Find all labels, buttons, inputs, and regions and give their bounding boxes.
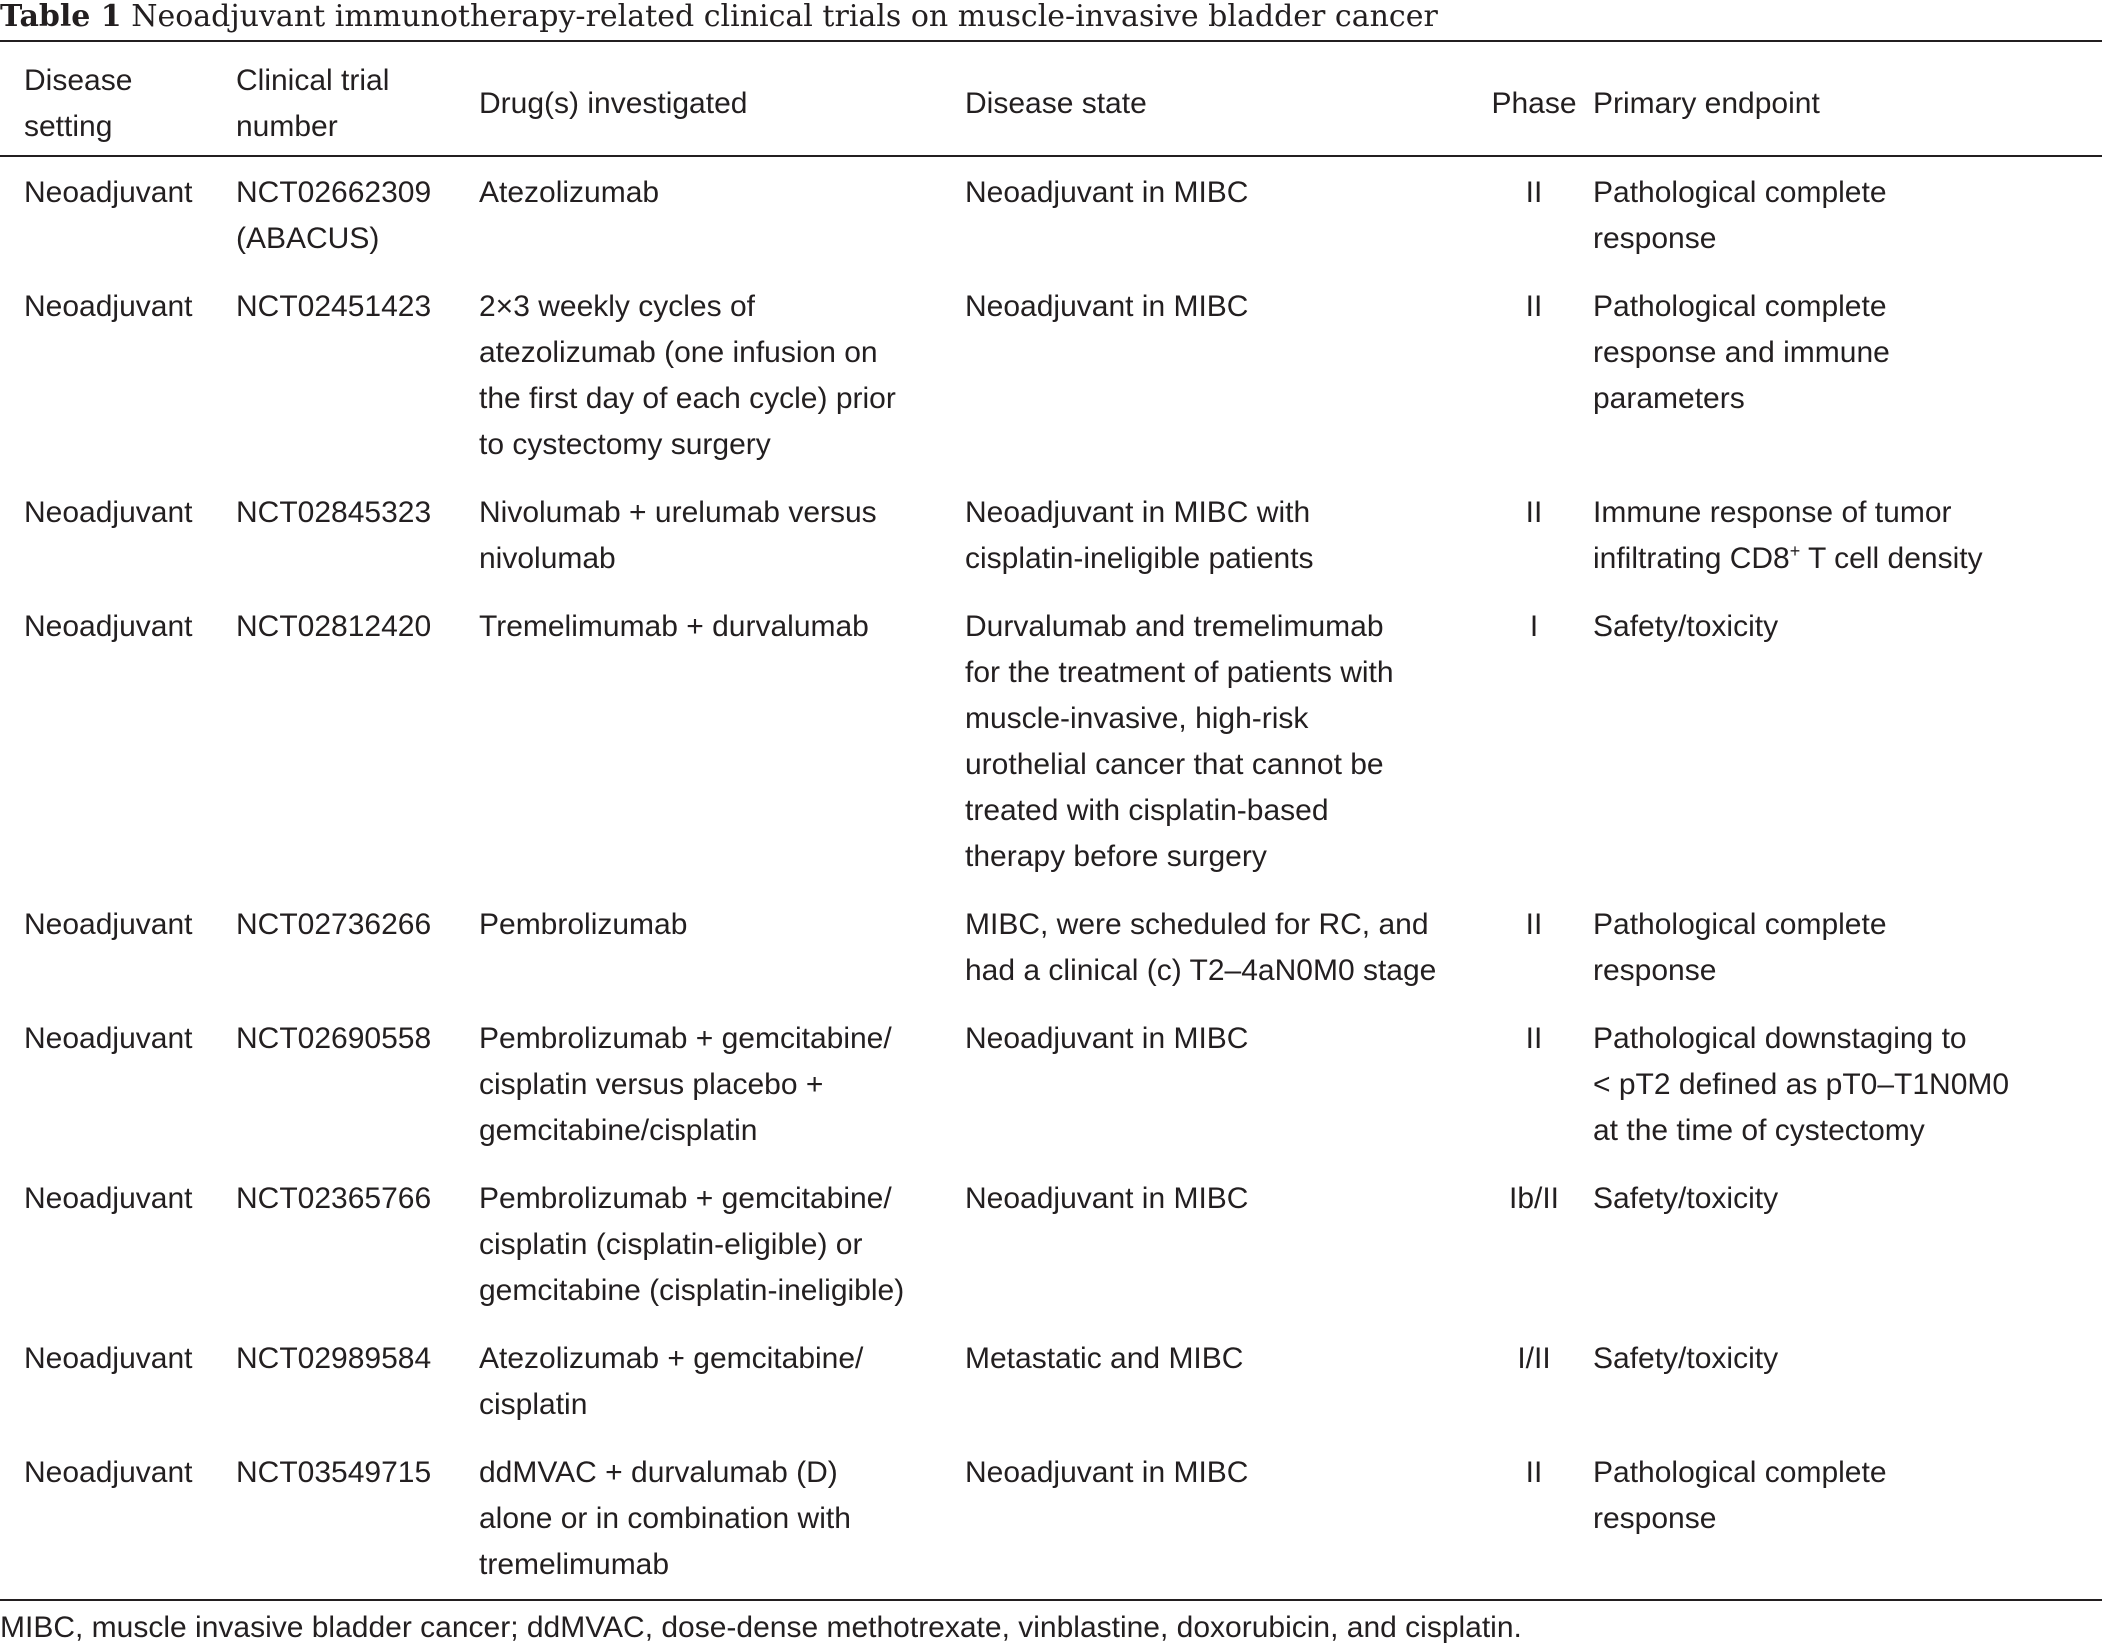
table-cell-drugs: Atezolizumab + gemcitabine/ cisplatin [479, 1342, 864, 1421]
table-cell-phase: II [1525, 496, 1543, 529]
table-cell-trial: NCT02365766 [236, 1182, 432, 1215]
table-cell-phase: II [1525, 1456, 1543, 1489]
table-cell-drugs: Nivolumab + urelumab versus nivolumab [479, 496, 877, 575]
table-cell-phase: II [1525, 908, 1543, 941]
header-drugs-investigated: Drug(s) investigated [479, 87, 748, 120]
table-cell-state: Neoadjuvant in MIBC [965, 290, 1249, 323]
table-cell-trial: NCT03549715 [236, 1456, 432, 1489]
table-cell-drugs: ddMVAC + durvalumab (D) alone or in combination with tremelimumab [479, 1456, 851, 1581]
table-cell-endpoint: Pathological complete response and immune parameters [1593, 290, 1890, 415]
table-cell-phase: Ib/II [1508, 1182, 1560, 1215]
table-cell-phase: II [1525, 176, 1543, 209]
table-cell-trial: NCT02690558 [236, 1022, 432, 1055]
table-cell-endpoint: Pathological complete response [1593, 1456, 1887, 1535]
table-cell-setting: Neoadjuvant [24, 496, 193, 529]
header-disease-setting: Disease setting [24, 64, 133, 143]
table-cell-drugs: Pembrolizumab + gemcitabine/ cisplatin (cisplatin-eligible) or gemcitabine (cisplatin-ineligible) [479, 1182, 905, 1307]
table-cell-state: MIBC, were scheduled for RC, and had a clinical (c) T2–4aN0M0 stage [965, 908, 1437, 987]
table-cell-drugs: Atezolizumab [479, 176, 660, 209]
table-cell-setting: Neoadjuvant [24, 176, 193, 209]
table-header-row [0, 54, 2102, 154]
table-cell-state: Neoadjuvant in MIBC [965, 176, 1249, 209]
table-cell-setting: Neoadjuvant [24, 1022, 193, 1055]
table-cell-endpoint: Safety/toxicity [1593, 1182, 1779, 1215]
table-footnote: MIBC, muscle invasive bladder cancer; ddMVAC, dose-dense methotrexate, vinblastine, doxorubicin, and cisplatin. [0, 1611, 1522, 1644]
table-cell-endpoint: Pathological downstaging to < pT2 defined as pT0–T1N0M0 at the time of cystectomy [1593, 1022, 2010, 1147]
table-cell-drugs: Tremelimumab + durvalumab [479, 610, 869, 643]
table-cell-setting: Neoadjuvant [24, 290, 193, 323]
table-cell-endpoint: Immune response of tumor infiltrating CD8+ T cell density [1593, 496, 1983, 575]
table-cell-endpoint: Pathological complete response [1593, 176, 1887, 255]
table-body [0, 170, 2102, 1610]
table-cell-setting: Neoadjuvant [24, 1342, 193, 1375]
table-cell-state: Neoadjuvant in MIBC [965, 1182, 1249, 1215]
table-cell-setting: Neoadjuvant [24, 610, 193, 643]
table-header-rule [0, 155, 2102, 157]
table-cell-drugs: Pembrolizumab [479, 908, 688, 941]
table-top-rule [0, 40, 2102, 42]
header-disease-state: Disease state [965, 87, 1147, 120]
table-cell-drugs: 2×3 weekly cycles of atezolizumab (one infusion on the first day of each cycle) prior to cystectomy surgery [479, 290, 896, 461]
table-cell-trial: NCT02812420 [236, 610, 432, 643]
table-bottom-rule [0, 1599, 2102, 1601]
table-cell-trial: NCT02736266 [236, 908, 432, 941]
table-cell-phase: II [1525, 290, 1543, 323]
table-cell-endpoint: Pathological complete response [1593, 908, 1887, 987]
table-cell-phase: II [1525, 1022, 1543, 1055]
table-caption-label: Table 1 [0, 0, 122, 34]
table-cell-state: Neoadjuvant in MIBC [965, 1022, 1249, 1055]
table-cell-endpoint: Safety/toxicity [1593, 1342, 1779, 1375]
table-cell-phase: I/II [1517, 1342, 1551, 1375]
header-phase: Phase [1491, 87, 1577, 120]
table-cell-setting: Neoadjuvant [24, 1456, 193, 1489]
table-cell-setting: Neoadjuvant [24, 1182, 193, 1215]
table-cell-phase: I [1529, 610, 1539, 643]
table-cell-state: Metastatic and MIBC [965, 1342, 1244, 1375]
table-cell-trial: NCT02845323 [236, 496, 432, 529]
table-caption [0, 0, 2102, 40]
table-cell-trial: NCT02989584 [236, 1342, 432, 1375]
table-cell-state: Neoadjuvant in MIBC [965, 1456, 1249, 1489]
header-clinical-trial-number: Clinical trial number [236, 64, 390, 143]
table-cell-setting: Neoadjuvant [24, 908, 193, 941]
table-cell-trial: NCT02451423 [236, 290, 432, 323]
table-cell-state: Neoadjuvant in MIBC with cisplatin-ineligible patients [965, 496, 1314, 575]
header-primary-endpoint: Primary endpoint [1593, 87, 1820, 120]
table-caption-text: Neoadjuvant immunotherapy-related clinical trials on muscle-invasive bladder cancer [121, 0, 1438, 34]
table-cell-endpoint: Safety/toxicity [1593, 610, 1779, 643]
table-cell-trial: NCT02662309 (ABACUS) [236, 176, 432, 255]
table-cell-state: Durvalumab and tremelimumab for the treatment of patients with muscle-invasive, high-risk urothelial cancer that cannot be treated with cisplatin-based therapy before surgery [965, 610, 1394, 873]
table-cell-drugs: Pembrolizumab + gemcitabine/ cisplatin versus placebo + gemcitabine/cisplatin [479, 1022, 892, 1147]
